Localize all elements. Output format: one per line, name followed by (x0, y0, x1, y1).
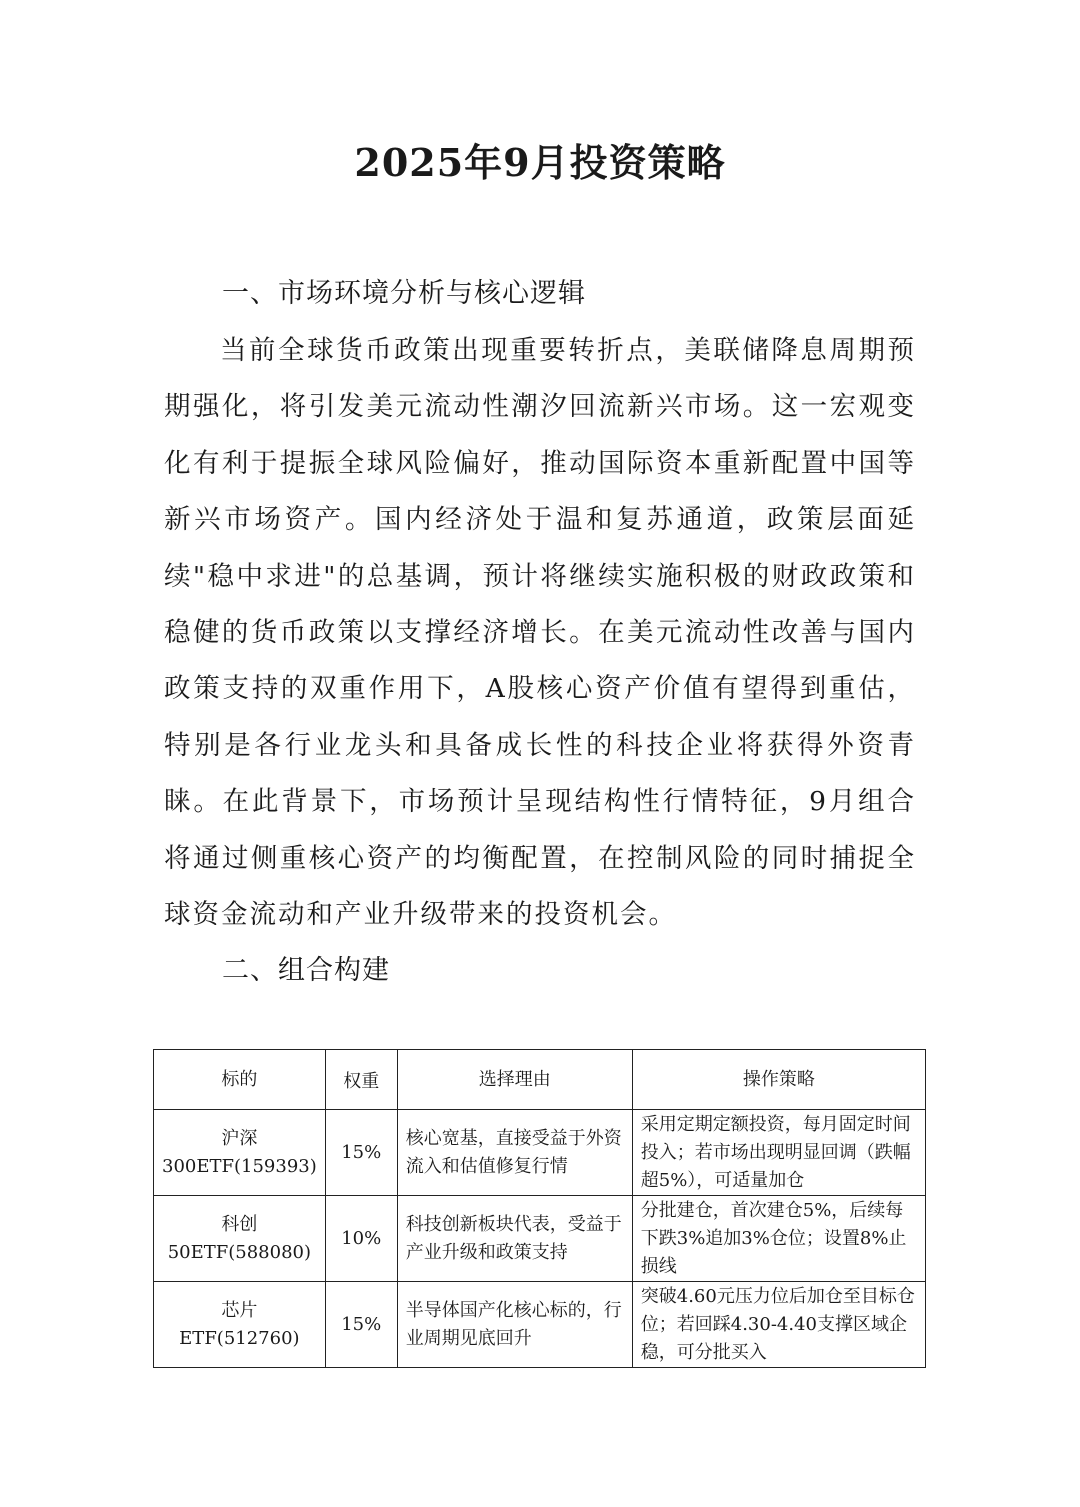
target-name: 科创 (221, 1213, 258, 1235)
cell-operation: 突破4.60元压力位后加仓至目标仓位；若回踩4.30-4.40支撑区域企稳，可分批买入 (632, 1282, 925, 1368)
header-weight: 权重 (325, 1050, 397, 1110)
cell-reason: 半导体国产化核心标的，行业周期见底回升 (397, 1282, 632, 1368)
header-target: 标的 (154, 1050, 326, 1110)
target-code: 50ETF(588080) (167, 1241, 312, 1263)
cell-reason: 科技创新板块代表，受益于产业升级和政策支持 (397, 1196, 632, 1282)
target-code: ETF(512760) (179, 1327, 300, 1349)
section-heading-portfolio: 二、组合构建 (222, 955, 390, 986)
cell-reason: 核心宽基，直接受益于外资流入和估值修复行情 (397, 1110, 632, 1196)
cell-weight: 15% (325, 1110, 397, 1196)
page-title: 2025年9月投资策略 (354, 140, 726, 185)
header-reason: 选择理由 (397, 1050, 632, 1110)
target-name: 沪深 (221, 1127, 258, 1149)
cell-target (154, 1110, 326, 1196)
table-row (154, 1110, 926, 1196)
table-row (154, 1196, 926, 1282)
section-heading-market-analysis: 一、市场环境分析与核心逻辑 (222, 278, 586, 309)
header-operation: 操作策略 (632, 1050, 925, 1110)
target-code: 300ETF(159393) (162, 1155, 317, 1177)
cell-target (154, 1282, 326, 1368)
cell-operation: 分批建仓，首次建仓5%，后续每下跌3%追加3%仓位；设置8%止损线 (632, 1196, 925, 1282)
target-name: 芯片 (221, 1299, 258, 1321)
cell-weight: 15% (325, 1282, 397, 1368)
table-row (154, 1282, 926, 1368)
table-header-row (154, 1050, 926, 1110)
portfolio-table (153, 1049, 926, 1368)
cell-weight: 10% (325, 1196, 397, 1282)
cell-target (154, 1196, 326, 1282)
cell-operation: 采用定期定额投资，每月固定时间投入；若市场出现明显回调（跌幅超5%），可适量加仓 (632, 1110, 925, 1196)
market-analysis-paragraph: 当前全球货币政策出现重要转折点，美联储降息周期预期强化，将引发美元流动性潮汐回流新兴市场。这一宏观变化有利于提振全球风险偏好，推动国际资本重新配置中国等新兴市场资产。国内经济处于温和复苏通道，政策层面延续"稳中求进"的总基调，预计将继续实施积极的财政政策和稳健的货币政策以支撑经济增长。在美元流动性改善与国内政策支持的双重作用下，A股核心资产价值有望得到重估，特别是各行业龙头和具备成长性的科技企业将获得外资青睐。在此背景下，市场预计呈现结构性行情特征，9月组合将通过侧重核心资产的均衡配置，在控制风险的同时捕捉全球资金流动和产业升级带来的投资机会。 (164, 335, 916, 931)
